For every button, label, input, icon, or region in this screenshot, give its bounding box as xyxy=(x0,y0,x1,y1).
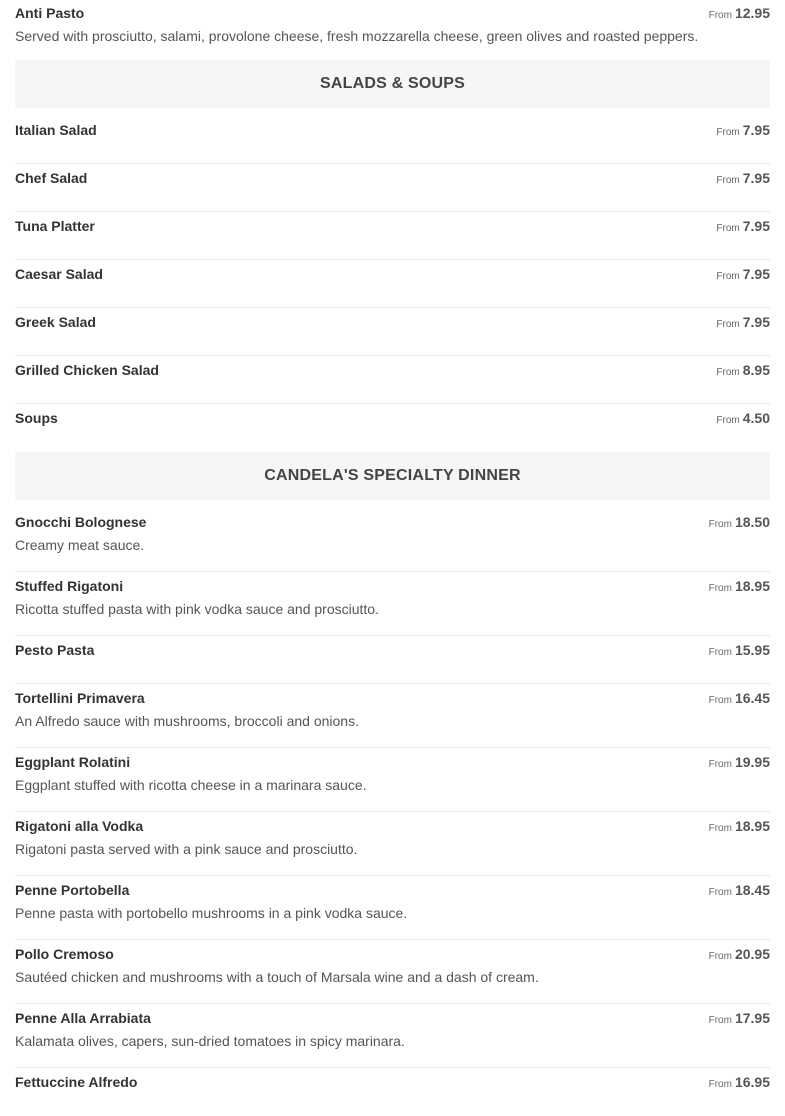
price-value: 18.45 xyxy=(734,882,770,898)
item-price xyxy=(716,170,770,189)
item-name: Tortellini Primavera xyxy=(15,690,145,706)
item-name: Rigatoni alla Vodka xyxy=(15,818,144,834)
item-price xyxy=(709,578,770,597)
price-value: 18.95 xyxy=(734,818,770,834)
price-from-label: From xyxy=(716,175,740,186)
menu-item[interactable] xyxy=(15,356,770,404)
item-name: Gnocchi Bolognese xyxy=(15,514,147,530)
item-price xyxy=(716,362,770,381)
item-name: Pollo Cremoso xyxy=(15,946,114,962)
item-name: Greek Salad xyxy=(15,314,96,330)
price-value: 8.95 xyxy=(742,362,770,378)
item-price xyxy=(709,818,770,837)
price-from-label: From xyxy=(708,887,732,898)
price-from-label: From xyxy=(716,271,740,282)
price-from-label: From xyxy=(716,367,740,378)
item-price xyxy=(716,122,770,141)
section-header-specialty-dinner: CANDELA'S SPECIALTY DINNER xyxy=(15,452,770,500)
price-from-label: From xyxy=(716,127,740,138)
menu-item[interactable] xyxy=(15,404,770,452)
price-from-label: From xyxy=(716,415,740,426)
item-description: Served with prosciutto, salami, provolone cheese, fresh mozzarella cheese, green olives and roasted peppers. xyxy=(15,28,699,44)
item-name: Italian Salad xyxy=(15,122,97,138)
item-price xyxy=(709,946,770,965)
price-from-label: From xyxy=(708,647,732,658)
price-from-label: From xyxy=(716,223,740,234)
item-description: An Alfredo sauce with mushrooms, broccoli and onions. xyxy=(15,713,359,729)
item-price xyxy=(709,754,770,773)
item-price xyxy=(709,514,770,533)
menu-item[interactable] xyxy=(15,212,770,260)
item-description: Rigatoni pasta served with a pink sauce and prosciutto. xyxy=(15,841,358,857)
item-description: Kalamata olives, capers, sun-dried tomatoes in spicy marinara. xyxy=(15,1033,405,1049)
menu-item-anti-pasto[interactable] xyxy=(15,0,770,60)
menu-list xyxy=(15,0,770,1116)
item-name: Penne Portobella xyxy=(15,882,130,898)
price-value: 17.95 xyxy=(734,1010,770,1026)
item-price xyxy=(709,5,770,24)
price-from-label: From xyxy=(708,695,732,706)
item-name: Eggplant Rolatini xyxy=(15,754,131,770)
item-price xyxy=(709,690,770,709)
price-value: 4.50 xyxy=(742,410,770,426)
menu-item[interactable] xyxy=(15,1004,770,1068)
item-name: Chef Salad xyxy=(15,170,88,186)
menu-item[interactable] xyxy=(15,260,770,308)
price-from-label: From xyxy=(708,1079,732,1090)
price-value: 12.95 xyxy=(734,5,770,21)
price-from-label: From xyxy=(708,759,732,770)
menu-item[interactable] xyxy=(15,1068,770,1116)
item-price xyxy=(709,1074,770,1093)
price-from-label: From xyxy=(708,1015,732,1026)
item-description: Eggplant stuffed with ricotta cheese in a marinara sauce. xyxy=(15,777,367,793)
menu-item[interactable] xyxy=(15,572,770,636)
item-name: Fettuccine Alfredo xyxy=(15,1074,138,1090)
price-from-label: From xyxy=(708,583,732,594)
menu-item[interactable] xyxy=(15,308,770,356)
item-description: Penne pasta with portobello mushrooms in a pink vodka sauce. xyxy=(15,905,408,921)
item-description: Creamy meat sauce. xyxy=(15,537,145,553)
item-name: Anti Pasto xyxy=(15,5,85,21)
price-from-label: From xyxy=(716,319,740,330)
price-value: 7.95 xyxy=(742,266,770,282)
menu-item[interactable] xyxy=(15,636,770,684)
section-header-salads-soups: SALADS & SOUPS xyxy=(15,60,770,108)
item-price xyxy=(716,218,770,237)
item-price xyxy=(709,1010,770,1029)
item-name: Caesar Salad xyxy=(15,266,103,282)
item-price xyxy=(709,882,770,901)
item-name: Penne Alla Arrabiata xyxy=(15,1010,151,1026)
price-value: 18.95 xyxy=(734,578,770,594)
price-from-label: From xyxy=(708,951,732,962)
menu-item[interactable] xyxy=(15,812,770,876)
price-from-label: From xyxy=(708,519,732,530)
price-value: 16.45 xyxy=(734,690,770,706)
menu-item[interactable] xyxy=(15,116,770,164)
menu-item[interactable] xyxy=(15,940,770,1004)
item-price xyxy=(709,642,770,661)
menu-item[interactable] xyxy=(15,164,770,212)
menu-item[interactable] xyxy=(15,684,770,748)
price-value: 7.95 xyxy=(742,314,770,330)
price-value: 18.50 xyxy=(734,514,770,530)
item-name: Pesto Pasta xyxy=(15,642,95,658)
price-value: 15.95 xyxy=(734,642,770,658)
price-value: 7.95 xyxy=(742,218,770,234)
price-from-label: From xyxy=(708,10,732,21)
item-description: Sautéed chicken and mushrooms with a touch of Marsala wine and a dash of cream. xyxy=(15,969,539,985)
item-name: Tuna Platter xyxy=(15,218,95,234)
price-from-label: From xyxy=(708,823,732,834)
price-value: 7.95 xyxy=(742,170,770,186)
item-price xyxy=(716,266,770,285)
item-name: Stuffed Rigatoni xyxy=(15,578,124,594)
price-value: 16.95 xyxy=(734,1074,770,1090)
price-value: 19.95 xyxy=(734,754,770,770)
item-price xyxy=(716,410,770,429)
menu-item[interactable] xyxy=(15,876,770,940)
item-name: Soups xyxy=(15,410,58,426)
item-description: Ricotta stuffed pasta with pink vodka sauce and prosciutto. xyxy=(15,601,379,617)
item-name: Grilled Chicken Salad xyxy=(15,362,159,378)
menu-item[interactable] xyxy=(15,748,770,812)
menu-item[interactable] xyxy=(15,508,770,572)
item-price xyxy=(716,314,770,333)
price-value: 7.95 xyxy=(742,122,770,138)
price-value: 20.95 xyxy=(734,946,770,962)
